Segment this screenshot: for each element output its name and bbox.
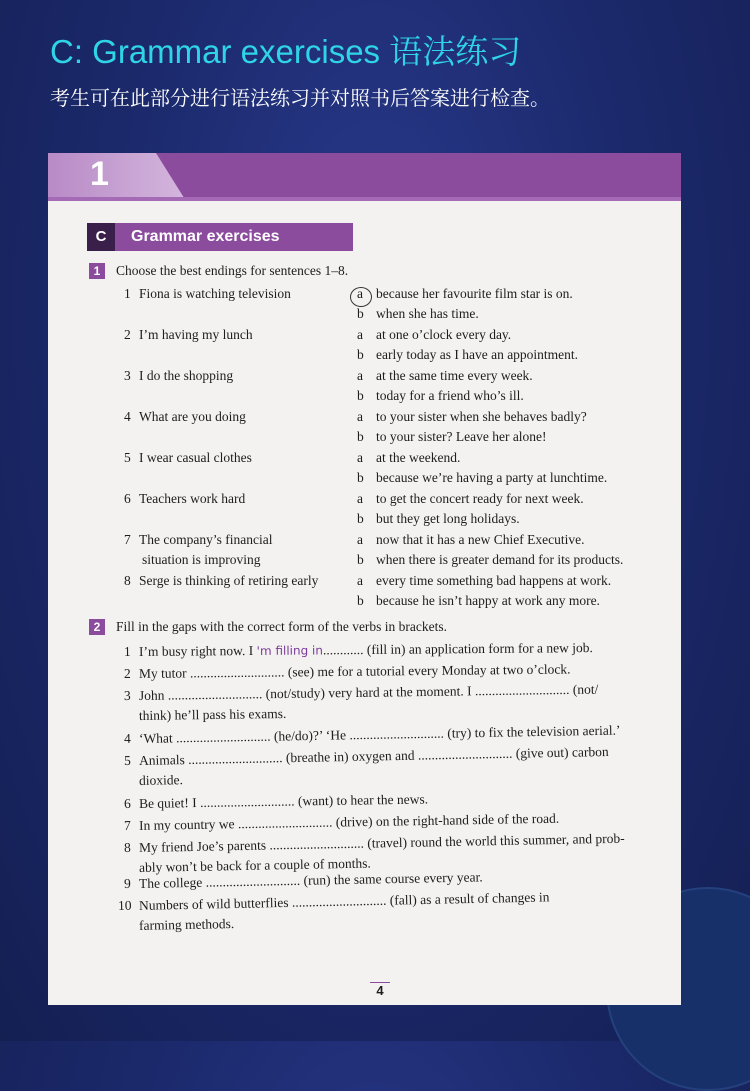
item-number: 6 (123, 795, 131, 811)
option-letter: a (357, 286, 363, 301)
option-letter: b (357, 306, 364, 321)
option-a: at the same time every week. (376, 368, 533, 383)
exercise-1-instruction: Choose the best endings for sentences 1–8. (116, 263, 349, 278)
option-a: to your sister when she behaves badly? (376, 409, 587, 424)
option-b: when she has time. (376, 306, 479, 321)
option-a: every time something bad happens at work. (376, 573, 612, 588)
item-number: 7 (123, 817, 131, 833)
sentence-stem: Fiona is watching television (139, 286, 291, 301)
option-a: because her favourite film star is on. (376, 286, 573, 301)
textbook-page (48, 153, 681, 1005)
option-letter: b (357, 470, 364, 485)
option-a: at one o’clock every day. (376, 327, 512, 342)
option-b: to your sister? Leave her alone! (376, 429, 547, 444)
sentence-line (139, 639, 593, 661)
option-letter: b (357, 511, 364, 526)
sentence-line: Be quiet! I ............................ (want) to hear the news. (138, 791, 429, 811)
item-number: 7 (124, 532, 131, 547)
sentence-line: dioxide. (138, 772, 184, 788)
sentence-line: Animals ............................ (breathe in) oxygen and ............................ (give out) carbon (138, 743, 609, 768)
sentence-line: farming methods. (138, 916, 235, 933)
option-b: today for a friend who’s ill. (376, 388, 524, 403)
item-number: 2 (123, 665, 131, 681)
sentence-stem: Serge is thinking of retiring early (139, 573, 319, 588)
unit-banner (48, 153, 681, 201)
option-b: but they get long holidays. (376, 511, 520, 526)
item-number: 3 (124, 368, 131, 383)
exercise-2-instruction: Fill in the gaps with the correct form of the verbs in brackets. (116, 619, 448, 634)
option-letter: a (357, 532, 363, 547)
page-header-subtitle: 考生可在此部分进行语法练习并对照书后答案进行检查。 (50, 86, 550, 110)
item-number: 6 (124, 491, 131, 506)
option-letter: a (357, 368, 363, 383)
option-letter: b (357, 388, 364, 403)
option-letter: a (357, 491, 363, 506)
sentence-line: My tutor ............................ (see) me for a tutorial every Monday at two o’clock. (138, 661, 571, 681)
sentence-line: My friend Joe’s parents ............................ (travel) round the world this summer, and prob- (138, 830, 625, 855)
sentence-line: In my country we ............................ (drive) on the right-hand side of the road. (138, 810, 560, 833)
exercise-1-badge: 1 (89, 263, 105, 279)
sentence-line: The college ............................ (run) the same course every year. (138, 869, 483, 891)
option-a: at the weekend. (376, 450, 461, 465)
item-number: 9 (123, 875, 131, 891)
sentence-stem: What are you doing (139, 409, 246, 424)
sentence-line: Numbers of wild butterflies ............................ (fall) as a result of changes in (138, 889, 550, 913)
section-title: Grammar exercises (131, 228, 280, 245)
sentence-stem: situation is improving (142, 552, 261, 567)
item-number: 4 (123, 730, 131, 746)
option-b: because he isn’t happy at work any more. (376, 593, 600, 608)
option-b: when there is greater demand for its products. (376, 552, 624, 567)
option-letter: b (357, 552, 364, 567)
exercise-2-badge: 2 (89, 619, 105, 635)
handwritten-answer: 'm filling in (256, 643, 324, 658)
item-number: 1 (124, 286, 131, 301)
item-number: 1 (123, 643, 131, 659)
sentence-line: ‘What ............................ (he/do)?’ ‘He ............................ (try) to fix the television aerial.’ (138, 722, 621, 746)
item-number: 10 (117, 897, 132, 913)
section-letter: C (87, 223, 115, 251)
sentence-line: think) he’ll pass his exams. (138, 705, 287, 723)
option-letter: a (357, 327, 363, 342)
sentence-line: John ............................ (not/study) very hard at the moment. I ............................ (not/ (138, 681, 599, 703)
item-number: 8 (124, 573, 131, 588)
option-b: because we’re having a party at lunchtime. (376, 470, 608, 485)
sentence-stem: Teachers work hard (139, 491, 246, 506)
unit-number: 1 (90, 155, 109, 193)
option-letter: b (357, 593, 364, 608)
section-heading (87, 223, 353, 251)
page-header-title: C: Grammar exercises 语法练习 (50, 33, 522, 70)
sentence-stem: I’m having my lunch (139, 327, 253, 342)
sentence-stem: The company’s financial (139, 532, 273, 547)
option-b: early today as I have an appointment. (376, 347, 579, 362)
item-number: 5 (124, 450, 131, 465)
sentence-line: ably won’t be back for a couple of months. (138, 855, 371, 875)
option-letter: b (357, 347, 364, 362)
option-a: now that it has a new Chief Executive. (376, 532, 585, 547)
item-number: 5 (123, 752, 131, 768)
sentence-stem: I wear casual clothes (139, 450, 252, 465)
page-number: 4 (370, 982, 390, 998)
item-number: 8 (123, 839, 131, 855)
item-number: 3 (123, 687, 131, 703)
option-letter: b (357, 429, 364, 444)
option-letter: a (357, 573, 363, 588)
sentence-text: ............ (fill in) an application form for a new job. (322, 640, 593, 658)
option-letter: a (357, 450, 363, 465)
option-a: to get the concert ready for next week. (376, 491, 584, 506)
sentence-stem: I do the shopping (139, 368, 234, 383)
item-number: 4 (124, 409, 131, 424)
option-letter: a (357, 409, 363, 424)
item-number: 2 (124, 327, 131, 342)
sentence-text: I’m busy right now. I (138, 642, 257, 659)
